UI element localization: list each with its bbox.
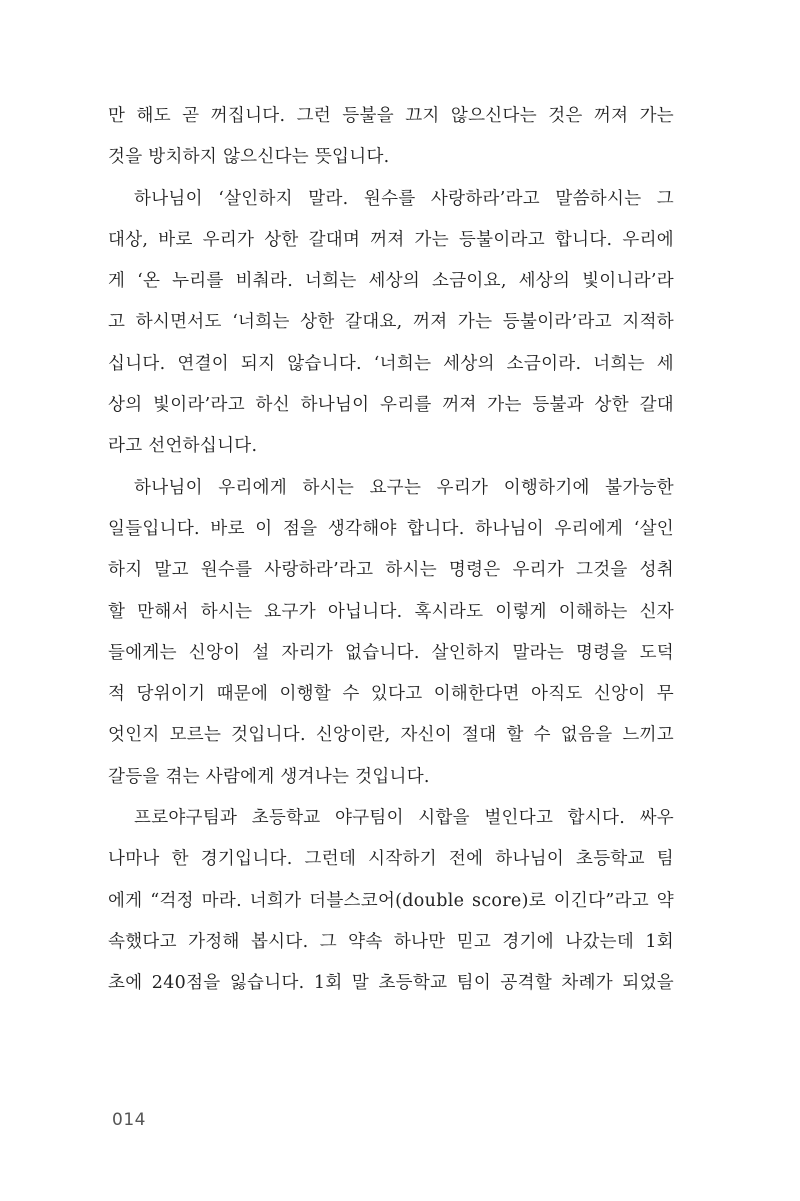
body-text bbox=[108, 96, 674, 1005]
text-line: 하나님이 우리에게 하시는 요구는 우리가 이행하기에 불가능한 bbox=[134, 477, 674, 498]
text-line: 하지 말고 원수를 사랑하라’라고 하시는 명령은 우리가 그것을 성취 bbox=[108, 560, 674, 581]
text-line: 들에게는 신앙이 설 자리가 없습니다. 살인하지 말라는 명령을 도덕 bbox=[108, 642, 674, 663]
text-line: 것을 방치하지 않으신다는 뜻입니다. bbox=[108, 147, 390, 168]
text-line: 프로야구팀과 초등학교 야구팀이 시합을 벌인다고 합시다. 싸우 bbox=[134, 808, 674, 829]
text-line: 속했다고 가정해 봅시다. 그 약속 하나만 믿고 경기에 나갔는데 1회 bbox=[108, 931, 674, 952]
text-line: 대상, 바로 우리가 상한 갈대며 꺼져 가는 등불이라고 합니다. 우리에 bbox=[108, 229, 674, 250]
text-line: 할 만해서 하시는 요구가 아닙니다. 혹시라도 이렇게 이해하는 신자 bbox=[108, 601, 674, 622]
text-line: 엇인지 모르는 것입니다. 신앙이란, 자신이 절대 할 수 없음을 느끼고 bbox=[108, 725, 674, 746]
text-line: 일들입니다. 바로 이 점을 생각해야 합니다. 하나님이 우리에게 ‘살인 bbox=[108, 518, 674, 539]
text-line: 나마나 한 경기입니다. 그런데 시작하기 전에 하나님이 초등학교 팀 bbox=[108, 849, 674, 870]
text-line: 라고 선언하십니다. bbox=[108, 436, 258, 457]
text-line: 하나님이 ‘살인하지 말라. 원수를 사랑하라’라고 말씀하시는 그 bbox=[134, 188, 674, 209]
text-line: 십니다. 연결이 되지 않습니다. ‘너희는 세상의 소금이라. 너희는 세 bbox=[108, 353, 674, 374]
text-line: 에게 “걱정 마라. 너희가 더블스코어(double score)로 이긴다”라고 약 bbox=[108, 890, 674, 911]
text-line: 만 해도 곧 꺼집니다. 그런 등불을 끄지 않으신다는 것은 꺼져 가는 bbox=[108, 106, 674, 126]
text-line: 상의 빛이라’라고 하신 하나님이 우리를 꺼져 가는 등불과 상한 갈대 bbox=[108, 395, 674, 416]
text-line: 초에 240점을 잃습니다. 1회 말 초등학교 팀이 공격할 차례가 되었을 bbox=[108, 973, 674, 994]
text-line: 고 하시면서도 ‘너희는 상한 갈대요, 꺼져 가는 등불이라’라고 지적하 bbox=[108, 312, 674, 333]
text-line: 게 ‘온 누리를 비춰라. 너희는 세상의 소금이요, 세상의 빛이니라’라 bbox=[108, 271, 674, 292]
text-line: 적 당위이기 때문에 이행할 수 있다고 이해한다면 아직도 신앙이 무 bbox=[108, 684, 674, 705]
text-line: 갈등을 겪는 사람에게 생겨나는 것입니다. bbox=[108, 766, 430, 787]
page-number: 014 bbox=[112, 1110, 146, 1130]
